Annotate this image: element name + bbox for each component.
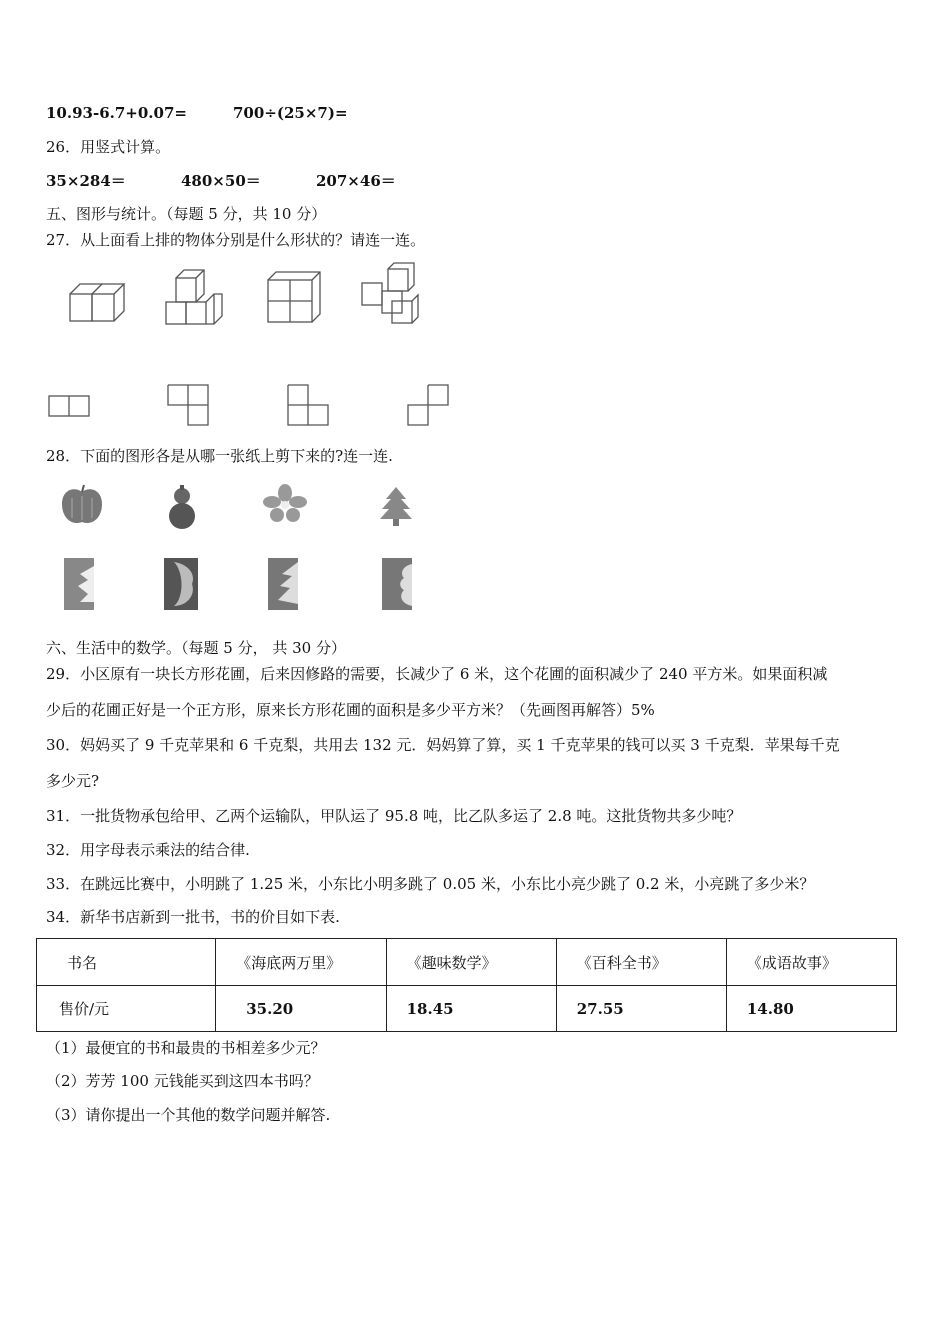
top-view-option-3 — [286, 383, 332, 429]
calc-expression-2: 700÷(25×7)= — [233, 104, 348, 122]
cube-figure-1 — [66, 280, 126, 325]
cube-figure-2 — [162, 266, 226, 328]
section-6-title: 六、生活中的数学。（每题 5 分， 共 30 分） — [46, 639, 346, 657]
table-cell: 《百科全书》 — [556, 939, 726, 986]
paper-sheet-3 — [266, 556, 302, 612]
q29-line-2: 少后的花圃正好是一个正方形，原来长方形花圃的面积是多少平方米？（先画图再解答）5% — [46, 701, 655, 719]
book-price-table — [36, 938, 897, 1032]
table-cell: 《海底两万里》 — [216, 939, 386, 986]
q34-sub-3: （3）请你提出一个其他的数学问题并解答. — [46, 1106, 331, 1124]
top-view-option-2 — [166, 383, 212, 429]
paper-sheet-1 — [62, 556, 98, 612]
q32-text: 32．用字母表示乘法的结合律. — [46, 841, 250, 859]
table-cell: 18.45 — [386, 986, 556, 1032]
q26-item-2: 480×50＝ — [181, 172, 261, 190]
paper-sheet-2 — [162, 556, 202, 612]
table-cell: 14.80 — [726, 986, 896, 1032]
q26-title: 26．用竖式计算。 — [46, 138, 171, 156]
flower-shape-icon — [262, 484, 308, 524]
tree-shape-icon — [376, 485, 416, 527]
table-row — [37, 986, 897, 1032]
table-cell: 《趣味数学》 — [386, 939, 556, 986]
q26-item-1: 35×284＝ — [46, 172, 126, 190]
cube-figure-3 — [264, 270, 324, 326]
top-view-option-4 — [406, 383, 452, 429]
q33-text: 33．在跳远比赛中，小明跳了 1.25 米，小东比小明多跳了 0.05 米，小东比小亮少跳了 0.2 米，小亮跳了多少米？ — [46, 875, 815, 893]
q30-line-2: 多少元? — [46, 772, 100, 790]
table-cell: 书名 — [37, 939, 216, 986]
q30-line-1: 30．妈妈买了 9 千克苹果和 6 千克梨，共用去 132 元．妈妈算了算，买 1 千克苹果的钱可以买 3 千克梨．苹果每千克 — [46, 736, 840, 754]
calc-expression-1: 10.93-6.7+0.07= — [46, 104, 187, 122]
table-cell: 35.20 — [216, 986, 386, 1032]
q34-sub-2: （2）芳芳 100 元钱能买到这四本书吗？ — [46, 1072, 319, 1090]
q28-title: 28．下面的图形各是从哪一张纸上剪下来的?连一连. — [46, 447, 393, 465]
apple-shape-icon — [60, 484, 104, 528]
table-cell: 《成语故事》 — [726, 939, 896, 986]
section-5-title: 五、图形与统计。（每题 5 分，共 10 分） — [46, 205, 327, 223]
q34-sub-1: （1）最便宜的书和最贵的书相差多少元？ — [46, 1039, 326, 1057]
table-cell: 售价/元 — [37, 986, 216, 1032]
table-row — [37, 939, 897, 986]
q31-text: 31．一批货物承包给甲、乙两个运输队，甲队运了 95.8 吨，比乙队多运了 2.8 吨。这批货物共多少吨？ — [46, 807, 742, 825]
gourd-shape-icon — [164, 484, 200, 530]
q26-item-3: 207×46＝ — [316, 172, 396, 190]
q27-title: 27．从上面看上排的物体分别是什么形状的？请连一连。 — [46, 231, 426, 249]
cube-figure-4 — [358, 261, 424, 327]
paper-sheet-4 — [380, 556, 416, 612]
q34-text: 34．新华书店新到一批书，书的价目如下表. — [46, 908, 340, 926]
q29-line-1: 29．小区原有一块长方形花圃，后来因修路的需要，长减少了 6 米，这个花圃的面积减少了 240 平方米。如果面积减 — [46, 665, 828, 683]
top-view-option-1 — [48, 394, 92, 418]
table-cell: 27.55 — [556, 986, 726, 1032]
